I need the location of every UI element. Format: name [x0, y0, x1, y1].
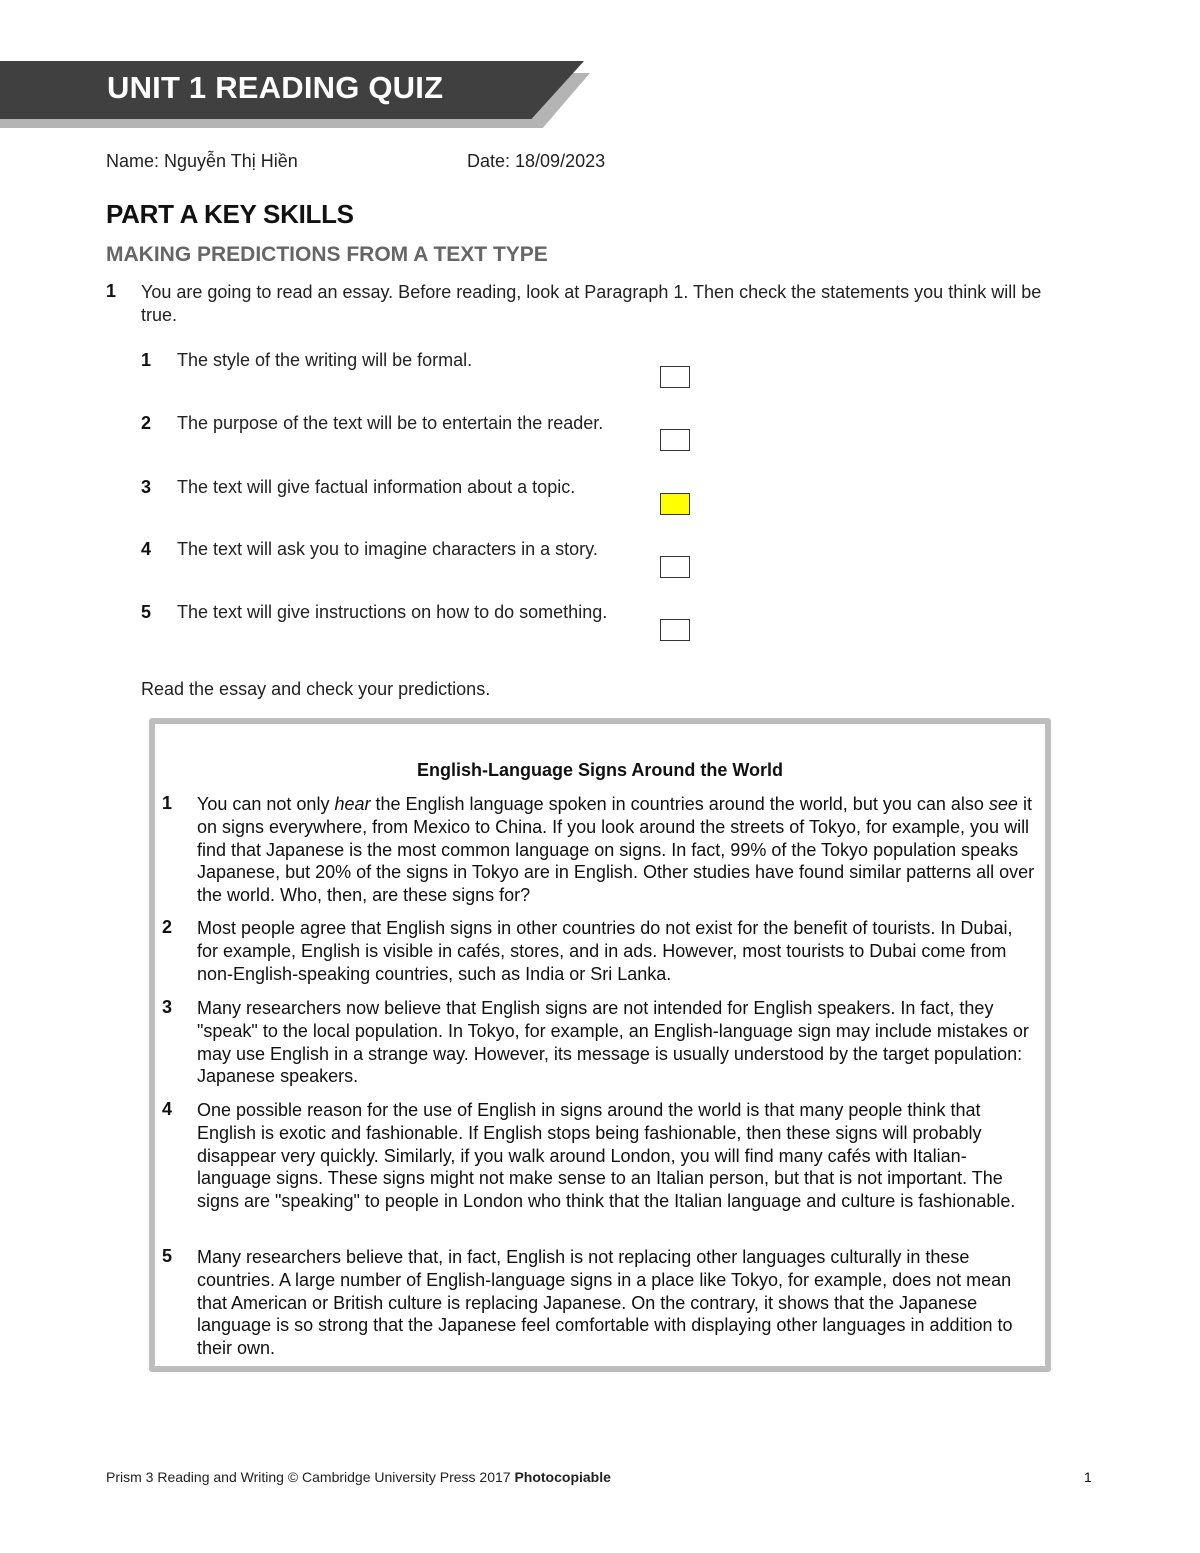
- essay-paragraph-1: You can not only hear the English language spoken in countries around the world, but you can also see it on signs everywhere, from Mexico to China. If you look around the streets of Tokyo, for example, you will find that Japanese is the most common language on signs. In fact, 99% of the Tokyo population speaks Japanese, but 20% of the signs in Tokyo are in English. Other studies have found similar patterns all over the world. Who, then, are these signs for?: [197, 794, 1035, 906]
- part-title: PART A KEY SKILLS: [106, 199, 354, 229]
- statement-checkbox-4[interactable]: [660, 556, 690, 578]
- essay-paragraph-5: Many researchers believe that, in fact, English is not replacing other languages culturally in these countries. A large number of English-language signs in a place like Tokyo, for example, does not mean that American or British culture is replacing Japanese. On the contrary, it shows that the Japanese language is so strong that the Japanese feel comfortable with displaying other languages in addition to their own.: [197, 1247, 1013, 1359]
- footer-credit: Prism 3 Reading and Writing © Cambridge University Press 2017 Photocopiable: [106, 1469, 611, 1485]
- photocopiable-label: Photocopiable: [514, 1469, 611, 1485]
- statement-checkbox-2[interactable]: [660, 429, 690, 451]
- page-number: 1: [1084, 1469, 1092, 1485]
- section-subtitle: MAKING PREDICTIONS FROM A TEXT TYPE: [106, 243, 548, 266]
- paragraph-number: 1: [162, 793, 173, 813]
- quiz-date: Date: 18/09/2023: [467, 151, 606, 171]
- statement-text: The text will give instructions on how to do something.: [177, 602, 608, 622]
- statement-text: The purpose of the text will be to entertain the reader.: [177, 413, 604, 433]
- emphasis-hear: hear: [334, 794, 371, 814]
- statement-number: 5: [141, 602, 152, 622]
- paragraph-number: 2: [162, 917, 173, 937]
- statement-number: 1: [141, 350, 152, 370]
- statement-number: 4: [141, 539, 152, 559]
- statement-text: The text will give factual information about a topic.: [177, 477, 576, 497]
- student-name: Name: Nguyễn Thị Hiền: [106, 151, 298, 171]
- paragraph-number: 5: [162, 1246, 173, 1266]
- statement-text: The text will ask you to imagine characters in a story.: [177, 539, 598, 559]
- essay-paragraph-2: Most people agree that English signs in other countries do not exist for the benefit of tourists. In Dubai, for example, English is visible in cafés, stores, and in ads. However, most tourists to Dubai come from non-English-speaking countries, such as India or Sri Lanka.: [197, 918, 1013, 984]
- paragraph-number: 3: [162, 997, 173, 1017]
- emphasis-see: see: [988, 794, 1018, 814]
- question-number: 1: [106, 281, 117, 301]
- statement-checkbox-1[interactable]: [660, 366, 690, 388]
- statement-checkbox-3[interactable]: [660, 493, 690, 515]
- essay-paragraph-3: Many researchers now believe that English signs are not intended for English speakers. In fact, they "speak" to the local population. In Tokyo, for example, an English-language sign may include mistakes or may use English in a strange way. However, its message is usually understood by the target population: Japanese speakers.: [197, 998, 1029, 1087]
- paragraph-number: 4: [162, 1099, 173, 1119]
- statement-number: 3: [141, 477, 152, 497]
- statement-number: 2: [141, 413, 152, 433]
- question-prompt: You are going to read an essay. Before reading, look at Paragraph 1. Then check the statements you think will be true.: [141, 282, 1042, 325]
- essay-paragraph-4: One possible reason for the use of English in signs around the world is that many people think that English is exotic and fashionable. If English stops being fashionable, then these signs will probably disappear very quickly. Similarly, if you walk around London, you will find many cafés with Italian- language signs. These signs might not make sense to an Italian person, but that is not important. The signs are "speaking" to people in London who think that the Italian language and culture is fashionable.: [197, 1100, 1016, 1212]
- page-title: UNIT 1 READING QUIZ: [107, 70, 444, 105]
- statement-text: The style of the writing will be formal.: [177, 350, 473, 370]
- statement-checkbox-5[interactable]: [660, 619, 690, 641]
- reading-instruction: Read the essay and check your predictions.: [141, 679, 491, 699]
- essay-title: English-Language Signs Around the World: [417, 760, 783, 780]
